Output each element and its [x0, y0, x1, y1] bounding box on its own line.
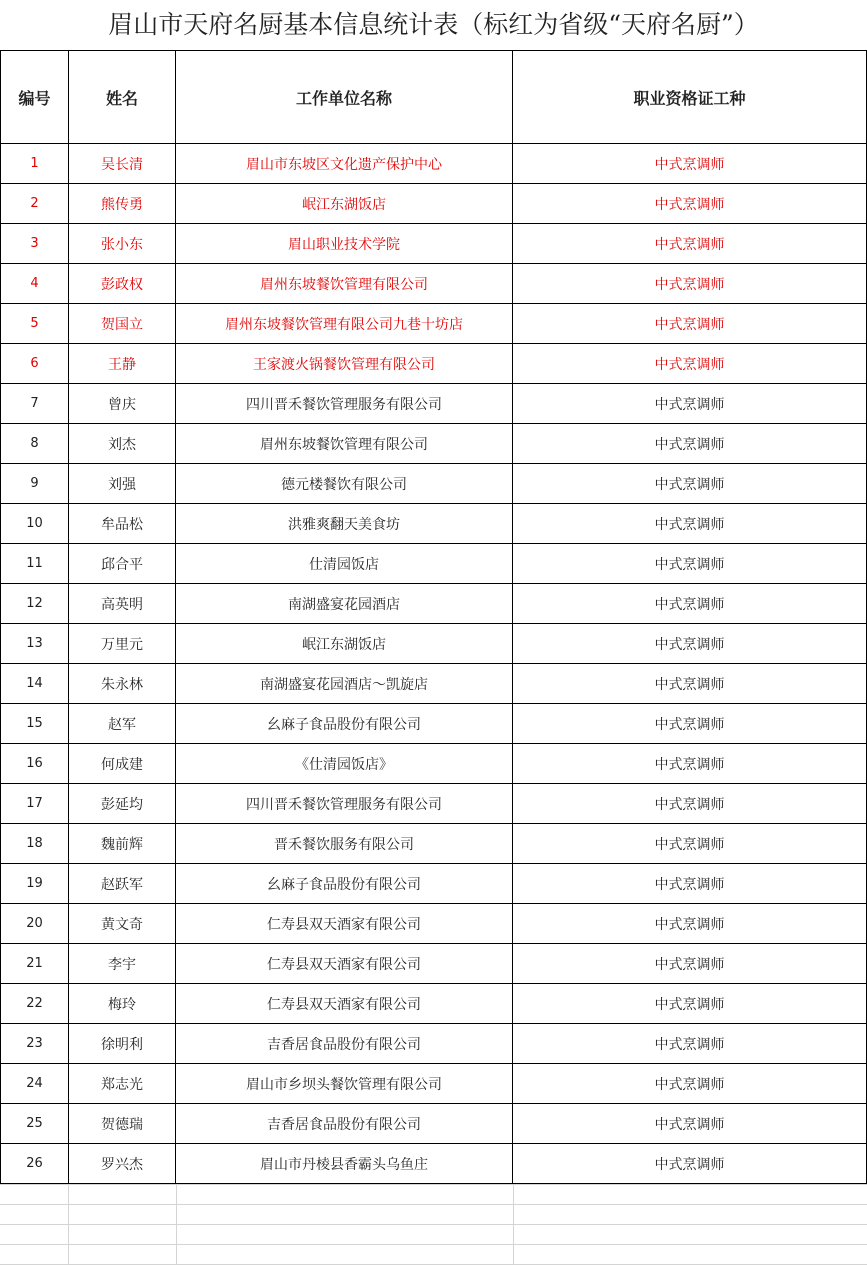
- row-certificate: 中式烹调师: [513, 304, 867, 344]
- table-row: [1, 304, 867, 344]
- row-certificate: 中式烹调师: [513, 664, 867, 704]
- chef-table: [0, 50, 867, 1184]
- grid-line: [68, 1184, 69, 1265]
- row-name: 徐明利: [69, 1024, 176, 1064]
- table-row: [1, 1104, 867, 1144]
- row-work-unit: 晋禾餐饮服务有限公司: [176, 824, 513, 864]
- table-row: [1, 384, 867, 424]
- row-number: 19: [1, 864, 69, 904]
- row-certificate: 中式烹调师: [513, 144, 867, 184]
- row-number: 23: [1, 1024, 69, 1064]
- table-row: [1, 504, 867, 544]
- row-number: 20: [1, 904, 69, 944]
- table-row: [1, 264, 867, 304]
- row-name: 朱永林: [69, 664, 176, 704]
- row-work-unit: 南湖盛宴花园酒店: [176, 584, 513, 624]
- row-number: 5: [1, 304, 69, 344]
- table-row: [1, 424, 867, 464]
- row-number: 12: [1, 584, 69, 624]
- table-row: [1, 344, 867, 384]
- table-row: [1, 224, 867, 264]
- row-name: 邱合平: [69, 544, 176, 584]
- row-work-unit: 眉州东坡餐饮管理有限公司: [176, 264, 513, 304]
- row-name: 张小东: [69, 224, 176, 264]
- row-certificate: 中式烹调师: [513, 424, 867, 464]
- row-certificate: 中式烹调师: [513, 504, 867, 544]
- row-name: 黄文奇: [69, 904, 176, 944]
- row-number: 18: [1, 824, 69, 864]
- row-number: 26: [1, 1144, 69, 1184]
- row-work-unit: 岷江东湖饭店: [176, 624, 513, 664]
- row-name: 李宇: [69, 944, 176, 984]
- row-work-unit: 眉州东坡餐饮管理有限公司九巷十坊店: [176, 304, 513, 344]
- row-work-unit: 吉香居食品股份有限公司: [176, 1024, 513, 1064]
- row-name: 何成建: [69, 744, 176, 784]
- row-certificate: 中式烹调师: [513, 544, 867, 584]
- row-name: 刘杰: [69, 424, 176, 464]
- row-certificate: 中式烹调师: [513, 184, 867, 224]
- row-certificate: 中式烹调师: [513, 704, 867, 744]
- row-name: 赵军: [69, 704, 176, 744]
- row-number: 22: [1, 984, 69, 1024]
- row-certificate: 中式烹调师: [513, 984, 867, 1024]
- row-number: 2: [1, 184, 69, 224]
- table-row: [1, 1064, 867, 1104]
- table-row: [1, 744, 867, 784]
- row-name: 万里元: [69, 624, 176, 664]
- row-number: 24: [1, 1064, 69, 1104]
- table-row: [1, 704, 867, 744]
- table-row: [1, 664, 867, 704]
- row-work-unit: 四川晋禾餐饮管理服务有限公司: [176, 384, 513, 424]
- row-name: 梅玲: [69, 984, 176, 1024]
- row-name: 刘强: [69, 464, 176, 504]
- table-row: [1, 184, 867, 224]
- table-row: [1, 144, 867, 184]
- row-number: 4: [1, 264, 69, 304]
- row-certificate: 中式烹调师: [513, 624, 867, 664]
- row-name: 王静: [69, 344, 176, 384]
- row-work-unit: 仁寿县双天酒家有限公司: [176, 904, 513, 944]
- table-row: [1, 904, 867, 944]
- row-certificate: 中式烹调师: [513, 904, 867, 944]
- row-number: 16: [1, 744, 69, 784]
- row-work-unit: 吉香居食品股份有限公司: [176, 1104, 513, 1144]
- table-row: [1, 544, 867, 584]
- row-name: 曾庆: [69, 384, 176, 424]
- row-name: 贺国立: [69, 304, 176, 344]
- row-certificate: 中式烹调师: [513, 584, 867, 624]
- table-row: [1, 1144, 867, 1184]
- row-name: 罗兴杰: [69, 1144, 176, 1184]
- row-work-unit: 幺麻子食品股份有限公司: [176, 864, 513, 904]
- row-number: 25: [1, 1104, 69, 1144]
- row-work-unit: 南湖盛宴花园酒店～凯旋店: [176, 664, 513, 704]
- row-name: 赵跃军: [69, 864, 176, 904]
- row-work-unit: 岷江东湖饭店: [176, 184, 513, 224]
- row-work-unit: 幺麻子食品股份有限公司: [176, 704, 513, 744]
- row-work-unit: 眉山市乡坝头餐饮管理有限公司: [176, 1064, 513, 1104]
- row-work-unit: 眉山市丹棱县香霸头乌鱼庄: [176, 1144, 513, 1184]
- table-row: [1, 1024, 867, 1064]
- row-work-unit: 仕清园饭店: [176, 544, 513, 584]
- row-name: 郑志光: [69, 1064, 176, 1104]
- row-certificate: 中式烹调师: [513, 1144, 867, 1184]
- row-work-unit: 仁寿县双天酒家有限公司: [176, 944, 513, 984]
- row-number: 9: [1, 464, 69, 504]
- table-body: [1, 144, 867, 1184]
- row-name: 熊传勇: [69, 184, 176, 224]
- row-certificate: 中式烹调师: [513, 1104, 867, 1144]
- row-certificate: 中式烹调师: [513, 784, 867, 824]
- row-work-unit: 《仕清园饭店》: [176, 744, 513, 784]
- row-name: 魏前辉: [69, 824, 176, 864]
- row-number: 21: [1, 944, 69, 984]
- row-number: 13: [1, 624, 69, 664]
- row-work-unit: 德元楼餐饮有限公司: [176, 464, 513, 504]
- header-certificate: 职业资格证工种: [513, 51, 867, 144]
- row-number: 8: [1, 424, 69, 464]
- row-certificate: 中式烹调师: [513, 464, 867, 504]
- row-certificate: 中式烹调师: [513, 864, 867, 904]
- row-number: 17: [1, 784, 69, 824]
- table-row: [1, 984, 867, 1024]
- row-certificate: 中式烹调师: [513, 344, 867, 384]
- row-certificate: 中式烹调师: [513, 944, 867, 984]
- row-name: 高英明: [69, 584, 176, 624]
- table-row: [1, 864, 867, 904]
- empty-sheet-grid: [0, 1184, 867, 1265]
- row-number: 15: [1, 704, 69, 744]
- row-certificate: 中式烹调师: [513, 744, 867, 784]
- row-work-unit: 王家渡火锅餐饮管理有限公司: [176, 344, 513, 384]
- row-number: 7: [1, 384, 69, 424]
- row-certificate: 中式烹调师: [513, 384, 867, 424]
- table-row: [1, 584, 867, 624]
- row-certificate: 中式烹调师: [513, 824, 867, 864]
- row-certificate: 中式烹调师: [513, 264, 867, 304]
- row-work-unit: 洪雅爽翻天美食坊: [176, 504, 513, 544]
- row-name: 彭政权: [69, 264, 176, 304]
- row-number: 14: [1, 664, 69, 704]
- table-row: [1, 944, 867, 984]
- row-certificate: 中式烹调师: [513, 1064, 867, 1104]
- table-header-row: [1, 51, 867, 144]
- row-name: 吴长清: [69, 144, 176, 184]
- page-title: 眉山市天府名厨基本信息统计表（标红为省级“天府名厨”）: [108, 10, 759, 39]
- row-name: 贺德瑞: [69, 1104, 176, 1144]
- header-number: 编号: [1, 51, 69, 144]
- row-work-unit: 仁寿县双天酒家有限公司: [176, 984, 513, 1024]
- row-number: 11: [1, 544, 69, 584]
- table-row: [1, 824, 867, 864]
- row-name: 牟品松: [69, 504, 176, 544]
- row-work-unit: 眉山职业技术学院: [176, 224, 513, 264]
- row-number: 3: [1, 224, 69, 264]
- header-name: 姓名: [69, 51, 176, 144]
- table-row: [1, 784, 867, 824]
- row-number: 6: [1, 344, 69, 384]
- table-row: [1, 624, 867, 664]
- row-certificate: 中式烹调师: [513, 224, 867, 264]
- row-number: 10: [1, 504, 69, 544]
- row-work-unit: 四川晋禾餐饮管理服务有限公司: [176, 784, 513, 824]
- header-work-unit: 工作单位名称: [176, 51, 513, 144]
- row-number: 1: [1, 144, 69, 184]
- row-certificate: 中式烹调师: [513, 1024, 867, 1064]
- row-work-unit: 眉州东坡餐饮管理有限公司: [176, 424, 513, 464]
- table-row: [1, 464, 867, 504]
- grid-line: [176, 1184, 177, 1265]
- row-name: 彭延均: [69, 784, 176, 824]
- row-work-unit: 眉山市东坡区文化遗产保护中心: [176, 144, 513, 184]
- grid-line: [513, 1184, 514, 1265]
